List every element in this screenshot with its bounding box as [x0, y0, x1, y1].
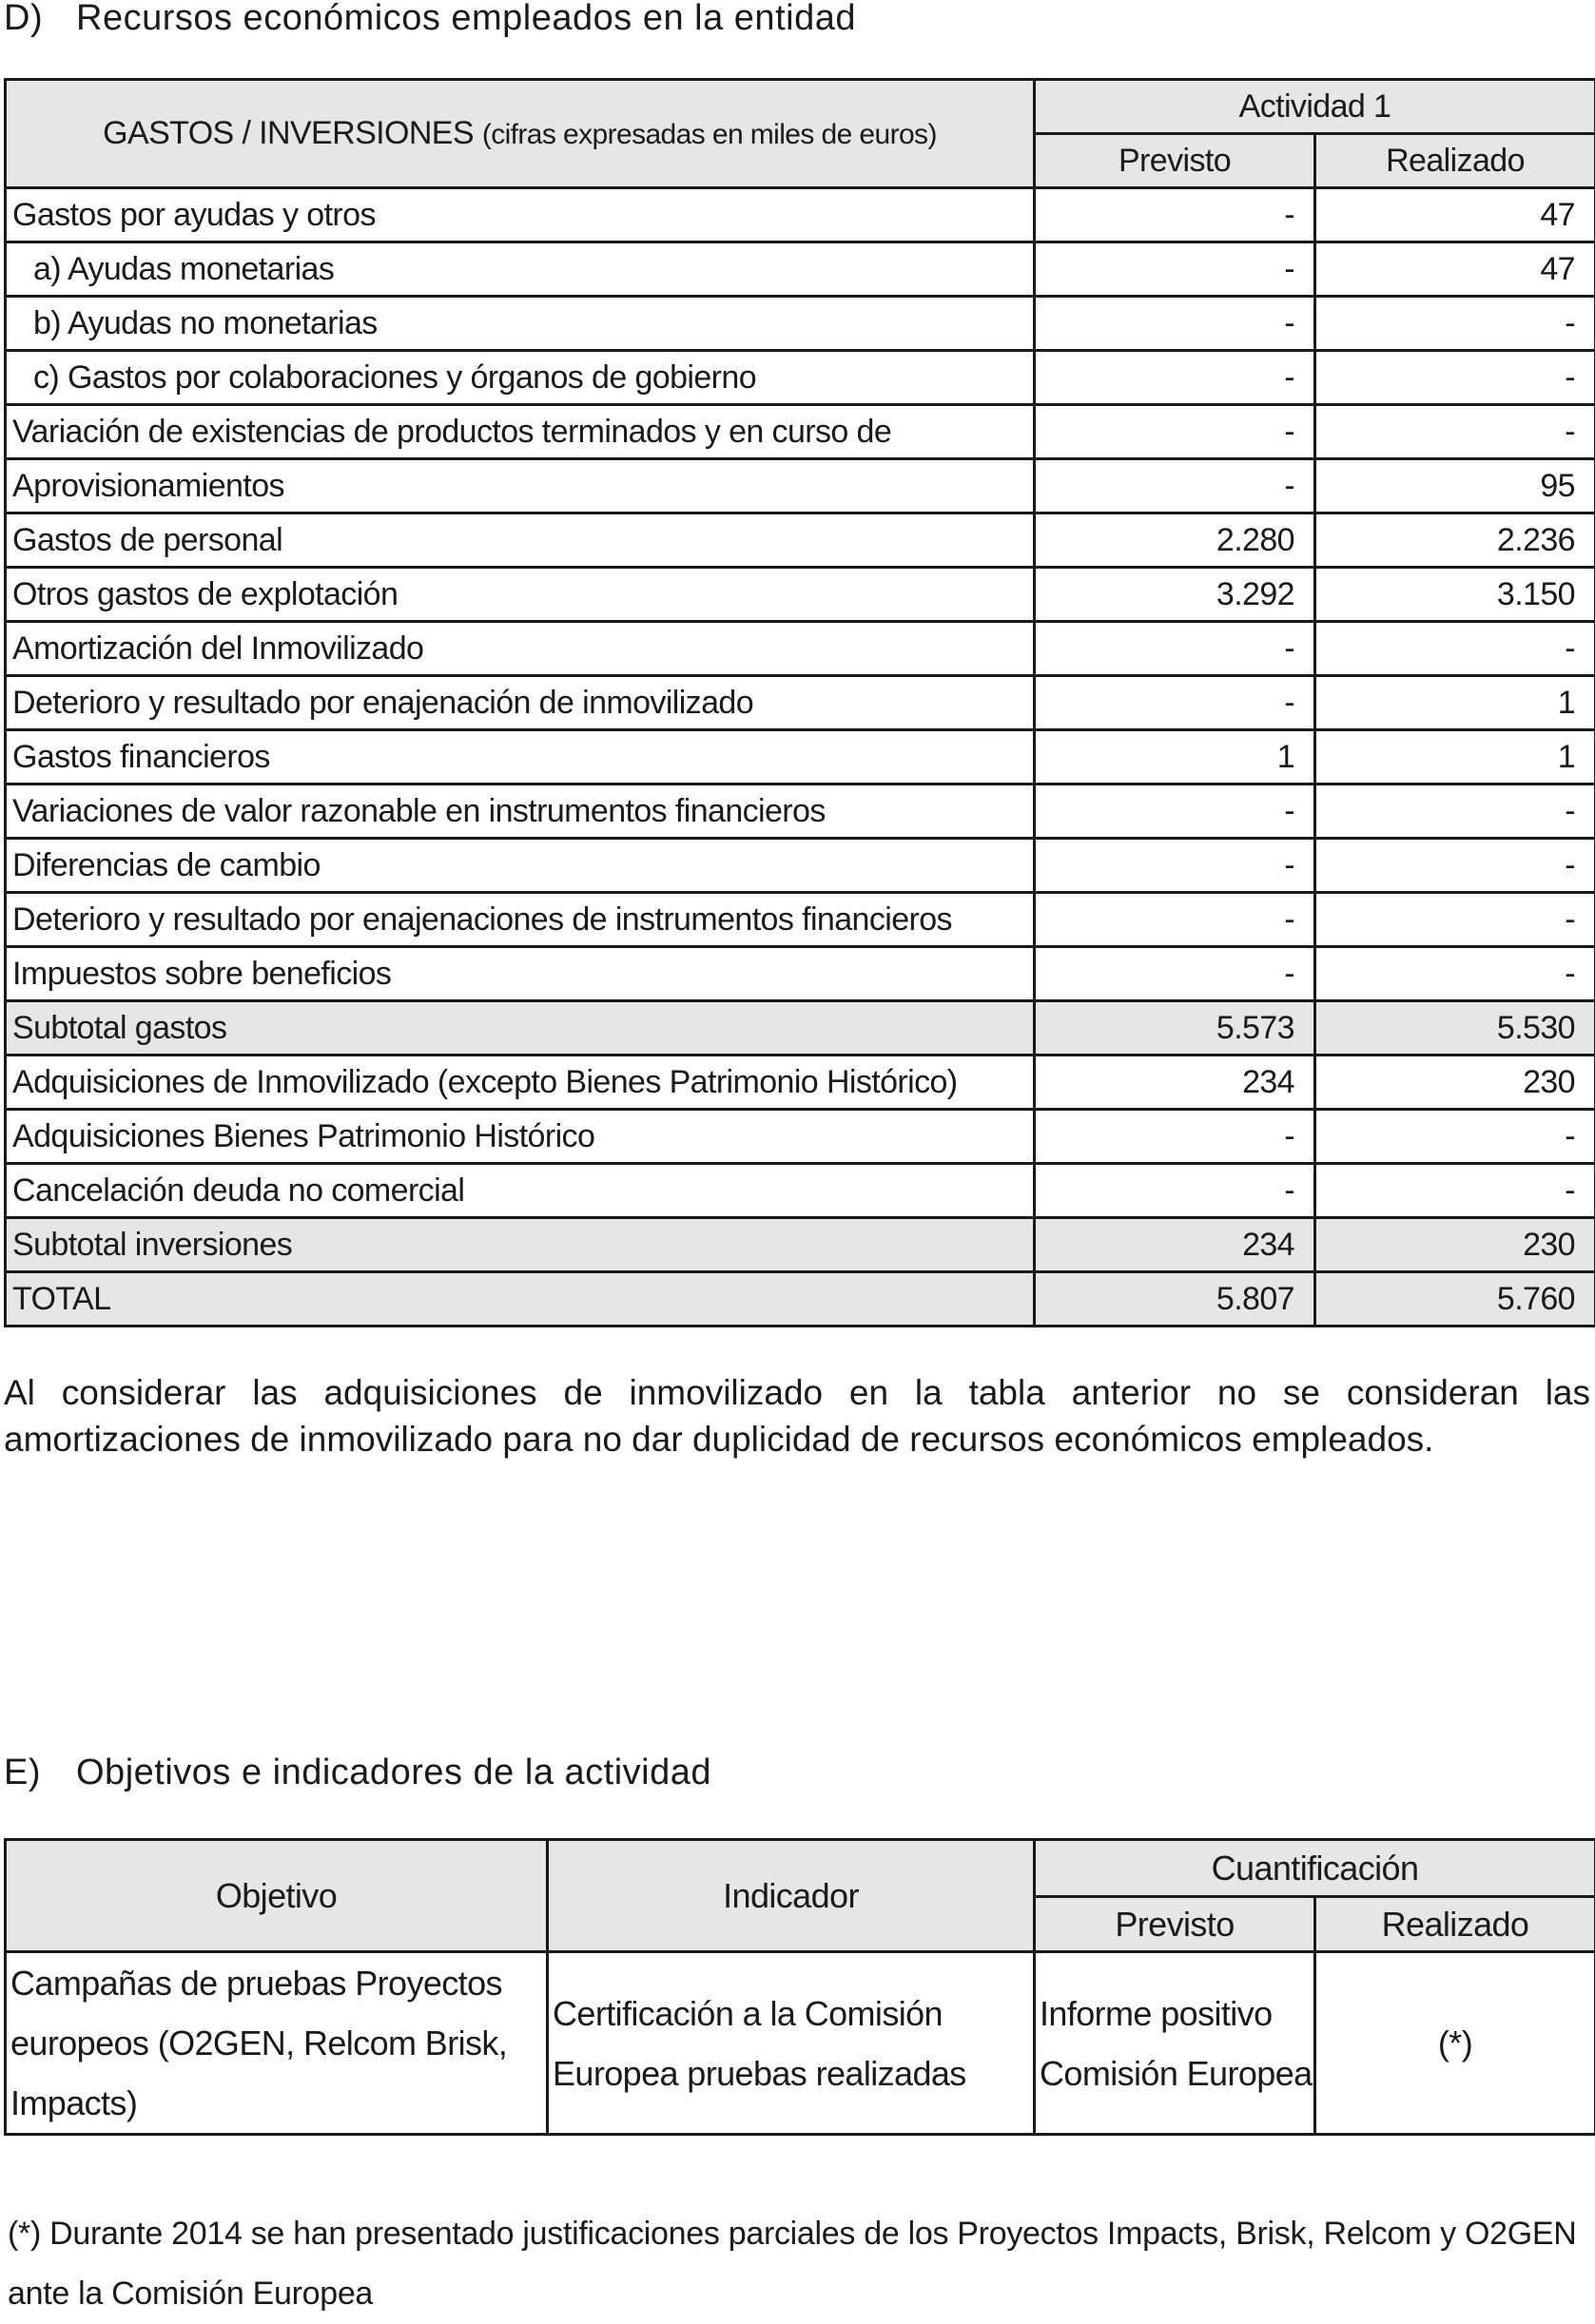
section-e-letter: E) — [4, 1753, 76, 1793]
row-planned-value: 1 — [1035, 730, 1315, 784]
row-planned-value: - — [1035, 784, 1315, 839]
row-actual-value: 230 — [1315, 1055, 1595, 1110]
row-label: Aprovisionamientos — [6, 459, 1035, 513]
table-row — [6, 1110, 1595, 1164]
row-actual-value: - — [1315, 1164, 1595, 1218]
planned-line: Comisión Europea — [1040, 2043, 1313, 2103]
row-label: Subtotal inversiones — [6, 1218, 1035, 1272]
quantification-header: Cuantificación — [1035, 1840, 1595, 1897]
row-actual-value: - — [1315, 839, 1595, 893]
row-actual-value: - — [1315, 947, 1595, 1001]
row-actual-value: 1 — [1315, 676, 1595, 730]
row-label: TOTAL — [6, 1272, 1035, 1327]
row-planned-value: - — [1035, 676, 1315, 730]
row-planned-value: 2.280 — [1035, 513, 1315, 568]
objective-cell — [6, 1952, 548, 2135]
indicator-line: Certificación a la Comisión — [553, 1984, 1033, 2043]
note-paragraph: Al considerar las adquisiciones de inmovilizado en la tabla anterior no se consideran las amortizaciones de inmovilizado para no dar duplicidad de recursos económicos empleados. — [4, 1369, 1590, 1462]
row-actual-value: 47 — [1315, 188, 1595, 242]
planned-cell — [1035, 1952, 1315, 2135]
row-label: Amortización del Inmovilizado — [6, 622, 1035, 676]
objective-line: europeos (O2GEN, Relcom Brisk, — [10, 2013, 546, 2073]
row-planned-value: 234 — [1035, 1055, 1315, 1110]
table-row — [6, 1055, 1595, 1110]
row-actual-value: - — [1315, 784, 1595, 839]
row-actual-value: - — [1315, 297, 1595, 351]
row-planned-value: - — [1035, 459, 1315, 513]
objective-planned-header: Previsto — [1035, 1897, 1315, 1952]
table-row — [6, 242, 1595, 297]
row-label: Adquisiciones Bienes Patrimonio Histórico — [6, 1110, 1035, 1164]
row-label: Subtotal gastos — [6, 1001, 1035, 1055]
row-label: Gastos de personal — [6, 513, 1035, 568]
footnote-line-2: ante la Comisión Europea — [8, 2276, 373, 2312]
row-label: Impuestos sobre beneficios — [6, 947, 1035, 1001]
table-row — [6, 947, 1595, 1001]
row-label: a) Ayudas monetarias — [6, 242, 1035, 297]
table-row — [6, 676, 1595, 730]
row-planned-value: - — [1035, 622, 1315, 676]
indicator-cell — [548, 1952, 1035, 2135]
section-d-heading — [4, 0, 856, 39]
table-row — [6, 297, 1595, 351]
row-planned-value: 5.807 — [1035, 1272, 1315, 1327]
objective-line: Campañas de pruebas Proyectos — [10, 1953, 546, 2013]
objective-actual-header: Realizado — [1315, 1897, 1595, 1952]
row-planned-value: - — [1035, 188, 1315, 242]
row-label: Gastos financieros — [6, 730, 1035, 784]
section-e-title: Objetivos e indicadores de la actividad — [76, 1753, 711, 1792]
row-label: Cancelación deuda no comercial — [6, 1164, 1035, 1218]
table-row — [6, 1164, 1595, 1218]
row-planned-value: 3.292 — [1035, 568, 1315, 622]
objective-line: Impacts) — [10, 2073, 546, 2133]
table-row — [6, 459, 1595, 513]
table-row — [6, 893, 1595, 947]
row-planned-value: - — [1035, 1164, 1315, 1218]
row-label: Deterioro y resultado por enajenaciones de instrumentos financieros — [6, 893, 1035, 947]
objective-header: Objetivo — [6, 1840, 548, 1952]
planned-line: Informe positivo — [1040, 1984, 1313, 2043]
row-planned-value: - — [1035, 405, 1315, 459]
section-e-heading — [4, 1753, 711, 1793]
footnote — [8, 2204, 1591, 2324]
row-planned-value: - — [1035, 839, 1315, 893]
table-row — [6, 622, 1595, 676]
row-actual-value: - — [1315, 351, 1595, 405]
activity-header: Actividad 1 — [1035, 80, 1595, 134]
expenses-table — [4, 78, 1595, 1327]
row-actual-value: 1 — [1315, 730, 1595, 784]
indicator-line: Europea pruebas realizadas — [553, 2043, 1033, 2103]
section-d-letter: D) — [4, 0, 76, 39]
row-label: Deterioro y resultado por enajenación de inmovilizado — [6, 676, 1035, 730]
row-planned-value: - — [1035, 947, 1315, 1001]
row-label: Variación de existencias de productos terminados y en curso de — [6, 405, 1035, 459]
row-actual-value: 230 — [1315, 1218, 1595, 1272]
row-label: Variaciones de valor razonable en instrumentos financieros — [6, 784, 1035, 839]
table-row — [6, 513, 1595, 568]
table-row — [6, 1001, 1595, 1055]
row-planned-value: - — [1035, 242, 1315, 297]
planned-header: Previsto — [1035, 134, 1315, 188]
table-row — [6, 188, 1595, 242]
row-label: b) Ayudas no monetarias — [6, 297, 1035, 351]
actual-header: Realizado — [1315, 134, 1595, 188]
row-actual-value: 95 — [1315, 459, 1595, 513]
table-row — [6, 405, 1595, 459]
section-d-title: Recursos económicos empleados en la entidad — [76, 0, 856, 38]
row-actual-value: 3.150 — [1315, 568, 1595, 622]
table-row — [6, 839, 1595, 893]
row-planned-value: 234 — [1035, 1218, 1315, 1272]
table-row — [6, 784, 1595, 839]
row-label: Gastos por ayudas y otros — [6, 188, 1035, 242]
row-planned-value: - — [1035, 297, 1315, 351]
row-planned-value: - — [1035, 1110, 1315, 1164]
table-row — [6, 730, 1595, 784]
actual-cell: (*) — [1315, 1952, 1595, 2135]
row-label: Adquisiciones de Inmovilizado (excepto Bienes Patrimonio Histórico) — [6, 1055, 1035, 1110]
expenses-main-header-text: GASTOS / INVERSIONES — [103, 115, 474, 151]
row-planned-value: - — [1035, 351, 1315, 405]
expenses-main-header — [6, 80, 1035, 188]
row-actual-value: - — [1315, 893, 1595, 947]
footnote-line-1: (*) Durante 2014 se han presentado justificaciones parciales de los Proyectos Impacts, Brisk, Relcom y O2GEN — [8, 2216, 1576, 2252]
table-row — [6, 1272, 1595, 1327]
objectives-table — [4, 1838, 1595, 2136]
row-actual-value: - — [1315, 405, 1595, 459]
row-actual-value: 47 — [1315, 242, 1595, 297]
row-actual-value: - — [1315, 622, 1595, 676]
row-actual-value: 2.236 — [1315, 513, 1595, 568]
table-row — [6, 568, 1595, 622]
row-planned-value: 5.573 — [1035, 1001, 1315, 1055]
row-label: Diferencias de cambio — [6, 839, 1035, 893]
row-actual-value: 5.530 — [1315, 1001, 1595, 1055]
table-row — [6, 351, 1595, 405]
table-row — [6, 1218, 1595, 1272]
row-label: Otros gastos de explotación — [6, 568, 1035, 622]
objective-row — [6, 1952, 1595, 2135]
row-planned-value: - — [1035, 893, 1315, 947]
row-label: c) Gastos por colaboraciones y órganos de gobierno — [6, 351, 1035, 405]
row-actual-value: 5.760 — [1315, 1272, 1595, 1327]
row-actual-value: - — [1315, 1110, 1595, 1164]
indicator-header: Indicador — [548, 1840, 1035, 1952]
expenses-main-header-unit: (cifras expresadas en miles de euros) — [482, 119, 937, 150]
